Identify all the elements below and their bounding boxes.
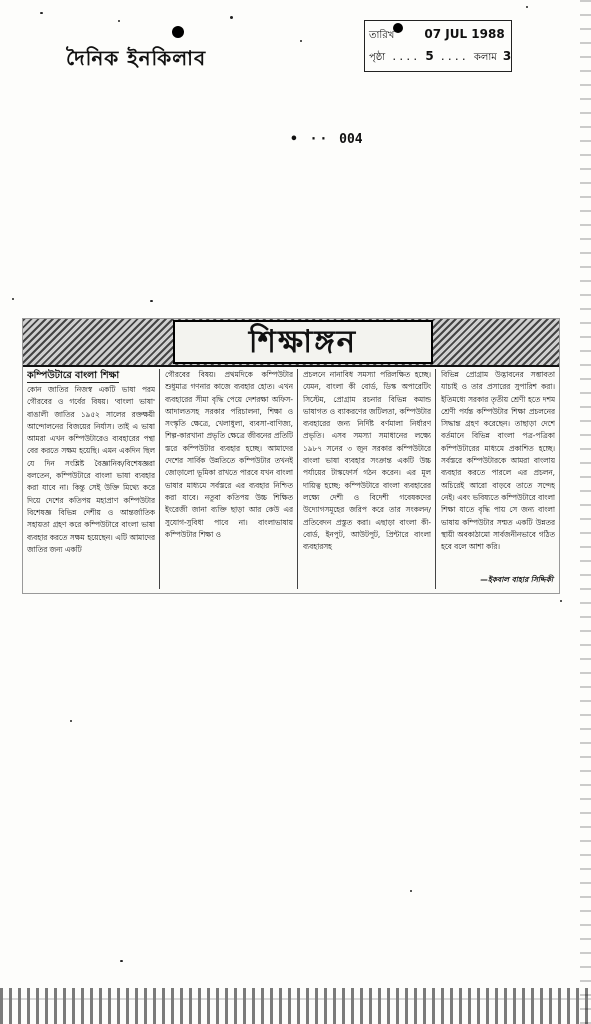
- article-column-4: [441, 369, 555, 559]
- article-column-1: [27, 369, 155, 589]
- archive-date-stamp: [364, 20, 512, 72]
- scan-speck: [70, 720, 72, 722]
- stamp-date: 07 JUL 1988: [424, 27, 505, 41]
- stamp-page-label: পৃষ্ঠা: [369, 52, 386, 63]
- section-banner: [23, 319, 559, 367]
- column-text: প্রচলনে নানাবিধ সমস্যা পরিলক্ষিত হচ্ছে। যেমন, বাংলা কী বোর্ড, ডিস্ক অপারেটিং সিস্টেম, প্রোগ্রাম রচনার বিভিন্ন কমান্ড ভাষাগত ও ব্যাকরণের জটিলতা, কম্পিউটার ব্যবহারের জন্য নির্দিষ্ট বর্ণমালা নির্ধারণ প্রভৃতি। এসব সমস্যা সমাধানের লক্ষ্যে ১৯৮৭ সনের ৩ জুন সরকার কম্পিউটারে বাংলা ভাষা ব্যবহার সংক্রান্ত একটি উচ্চ পর্যায়ের টাস্কফোর্স গঠন করেন। এর মূল দায়িত্ব হচ্ছে: কম্পিউটারে বাংলা ব্যবহারের লক্ষ্যে দেশী ও বিদেশী গবেষকদের উদ্যোগসমূহের জরিপ করে তার সংকলন/প্রতিবেদন প্রস্তুত করা। এছাড়া বাংলা কী-বোর্ড, ইনপুট, আউটপুট, প্রিন্টারে বাংলা ব্যবহারসহ: [303, 370, 431, 552]
- column-divider: [159, 369, 160, 589]
- stamp-page-row: পৃষ্ঠা .... 5 .... কলাম 3: [369, 49, 512, 63]
- column-text: বিভিন্ন প্রোগ্রাম উদ্ভাবনের সম্ভাবতা যাচাই ও তার প্রসারের সুপারিশ করা। ইতিমধ্যে সরকার তৃতীয় শ্রেণী হতে দশম শ্রেণী পর্যন্ত কম্পিউটার শিক্ষা প্রচলনের সিদ্ধান্ত গ্রহণ করেছেন। তাছাড়া দেশে বর্তমানে বিভিন্ন বাংলা পত্র-পত্রিকা কম্পিউটারের মাধ্যমে প্রকাশিত হচ্ছে। সর্বস্তরে কম্পিউটারকে আমরা বাংলায় ব্যবহার করতে পারলে এর প্রচলন, অচিরেই আরো বাড়বে তাতে সন্দেহ নেই। এবং ভবিষ্যতে কম্পিউটারে বাংলা শিক্ষা যাতে বৃদ্ধি পায় সে জন্য বাংলা ভাষায় কম্পিউটার সম্মত একটি উন্নতর স্থায়ী অবকাঠামো সার্বজনীনভাবে গঠিত হবে বলে আশা করি।: [441, 370, 555, 552]
- scan-speck: [40, 12, 43, 14]
- scan-edge-bottom: [0, 988, 591, 1024]
- stamp-col-label: কলাম: [473, 52, 497, 63]
- article-column-2: [165, 369, 293, 589]
- scan-speck: [12, 298, 14, 300]
- scan-speck: [120, 960, 123, 962]
- stamp-page: 5: [425, 49, 434, 63]
- stamp-date-row: [369, 27, 505, 45]
- scan-speck: [230, 16, 233, 19]
- article-column-3: [303, 369, 431, 589]
- stamp-date-label: তারিখ: [369, 30, 395, 41]
- scan-speck: [526, 6, 528, 8]
- scan-speck: [300, 40, 302, 42]
- scan-edge-right: [580, 0, 591, 1024]
- article-headline: কম্পিউটারে বাংলা শিক্ষা: [27, 370, 120, 381]
- column-divider: [297, 369, 298, 589]
- newspaper-name: দৈনিক ইনকিলাব: [66, 46, 207, 70]
- column-divider: [435, 369, 436, 589]
- scan-speck: [118, 20, 120, 22]
- article-byline: —ইকবাল বাহার সিদ্দিকী: [480, 575, 553, 584]
- punch-hole-dot: [172, 26, 184, 38]
- section-title: শিক্ষাঙ্গন: [173, 320, 433, 364]
- scan-speck: [560, 600, 562, 602]
- newspaper-clipping: [22, 318, 560, 594]
- stamp-col: 3: [502, 49, 512, 63]
- scan-speck: [410, 890, 412, 892]
- column-text: কোন জাতির নিজস্ব একটি ভাষা পরম গৌরবের ও গর্বের বিষয়। 'বাংলা ভাষা' বাঙালী জাতির ১৯৫২ সালের রক্তক্ষয়ী আন্দোলনের বিজয়ের নির্যাস। তাই এ ভাষা আমরা এখন কম্পিউটারেও ব্যবহারের পন্থা বের করতে সক্ষম হয়েছি। এমন একদিন ছিল যে দিন সংশ্লিষ্ট বৈজ্ঞানিক/বিশেষজ্ঞরা বলতেন, কম্পিউটারে বাংলা ভাষা ব্যবহার করা যাবে না। কিন্তু সেই উক্তি মিথ্যে করে দিয়ে দেশের কতিপয় মহাপ্রাণ কম্পিউটার বিশেষজ্ঞ বিভিন্ন দেশীয় ও আন্তর্জাতিক সহায়তা গ্রহণ করে কম্পিউটারে বাংলা ভাষা ব্যবহার করতে সক্ষম হয়েছেন। এটি আমাদের জাতির জন্য একটি: [27, 385, 155, 554]
- column-text: গৌরবের বিষয়। প্রথমদিকে কম্পিউটার শুধুমাত্র গণনার কাজে ব্যবহার হোত। এখন ব্যবহারের সীমা বৃদ্ধি পেয়ে দেশরক্ষা অফিস-আদালতসহ সরকার পরিচালনা, শিক্ষা ও সংস্কৃতি ক্ষেত্রে, খেলাধুলা, ব্যবসা-বাণিজ্য, শিল্প-কারখানা প্রভৃতি ক্ষেত্রে জীবনের প্রতিটি স্তরে কম্পিউটার ব্যবহার হচ্ছে। আমাদের দেশের সার্বিক উন্নতিতে কম্পিউটার তখনই জোড়ালো ভূমিকা রাখতে পারবে যখন বাংলা ভাষার মাধ্যমে সর্বস্তরে এর ব্যবহার নিশ্চিত করা যাবে। নতুবা কতিপয় উচ্চ শিক্ষিত ইংরেজী জানা ব্যক্তি ছাড়া আর কেউ এর সুযোগ-সুবিধা পাবে না। বাংলাভাষায় কম্পিউটার শিক্ষা ও: [165, 370, 293, 539]
- scan-speck: [150, 300, 153, 302]
- sheet-number: • ·· 004: [290, 132, 363, 147]
